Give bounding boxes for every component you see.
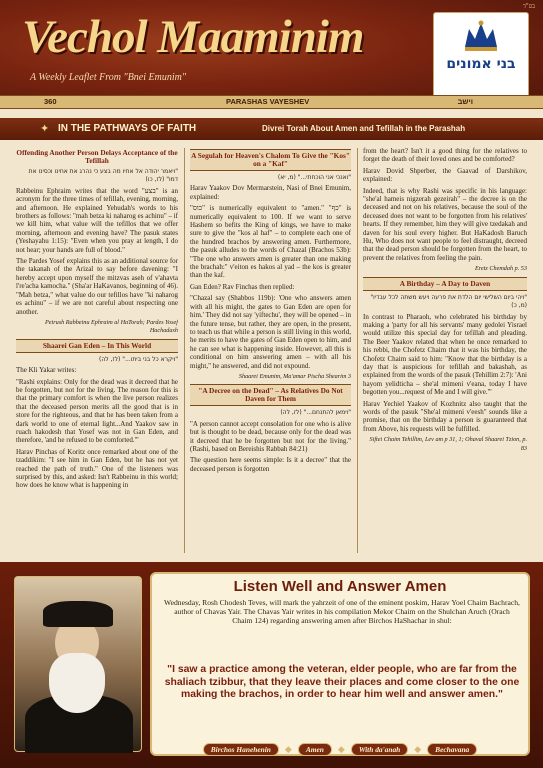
paragraph: Harav Pinchas of Koritz once remarked about one of the tzaddikim: "I see him in Gan Eden, but he has not yet reached the path of truth." One of the listeners was surprised by this, and asked: Isn't Rabbeinu in this world; how does he know what is happening in (16, 447, 178, 490)
portrait-hat (43, 601, 113, 627)
separator-dot-icon: ◆ (337, 744, 345, 754)
issue-bar (0, 95, 543, 109)
issue-number: 360 (44, 97, 57, 106)
footer-body: Wednesday, Rosh Chodesh Teves, will mark the yahrzeit of one of the eminent poskim, Harav Yoel Chaim Bachrach, author of Chavas Yair. The Chavas Yair writes in his compilation Mekor Chaim on the Shulchan Aruch (Orach Chaim 124) regarding answering amen after Birchos HaShachar in shul: (164, 598, 520, 625)
paragraph: The Kli Yakar writes: (16, 366, 77, 375)
hebrew-parasha-name: וישב (457, 97, 473, 106)
article-heading: A Birthday – A Day to Daven (363, 277, 527, 291)
topic-pill-amen: Amen (298, 743, 332, 756)
hebrew-verse: "ויאמר יהודה אל אחיו מה בצע כי נהרג את אחינו וכסינו את דמו" (לז, כו) (28, 168, 178, 184)
footer-quote: "I saw a practice among the veteran, elder people, who are far from the shaliach tzibbur, that they leave their places and come closer to the one making the brachos, in order to hear him well and answer amen." (164, 664, 520, 700)
article-heading: Offending Another Person Delays Acceptance of the Tefillah (16, 148, 178, 165)
paragraph: Harav Yechiel Yaakov of Kozhnitz also taught that the words of the pasuk "She'al mimeni v'eesh" sounds like a promise, that on the birthday a person is guaranteed that from Above, his requests will be fulfilled. (363, 399, 527, 433)
bsd-mark: בס"ד (523, 3, 535, 10)
footer-title: Listen Well and Answer Amen (233, 578, 447, 595)
paragraph: Indeed, that is why Rashi was specific in his language: "she'al hameis nigzerah gezeirah" – the decree is on the deceased and not on his relatives, because the soul of the deceased does not want to be forgotten from his relatives' hearts. If they remember, him they will give tzedakah and daven for his soul every higher. But HaKadosh Baruch Hu, Who does not want people to feel distraught, decreed that the dead person should be forgotten from the heart, to prevent the relatives from feeling the pain. (363, 186, 527, 262)
article-column-3 (363, 147, 527, 562)
star-ornament-icon: ✦ (40, 123, 50, 135)
article-heading: Shaarei Gan Eden – In This World (16, 339, 178, 353)
parasha-name: PARASHAS VAYESHEV (226, 97, 310, 106)
source-citation: Shaarei Emunim, Ma'amar Pischa Shearim 3 (238, 372, 351, 380)
section-title: IN THE PATHWAYS OF FAITH (58, 123, 197, 134)
footer-feature-box (150, 572, 530, 756)
article-heading: A Segulah for Heaven's Chalom To Give the "Kos" on a "Kaf" (190, 149, 351, 171)
paragraph: Harav Dovid Shperber, the Gaavad of Darshikov, explained: (363, 166, 527, 184)
paragraph: "A person cannot accept consolation for one who is alive but is thought to be dead, because only for the dead was it decreed that he be forgotten but not for the living." (Rashi, based on Bereishis Rabbah 84:21) (190, 419, 351, 453)
leaflet-title: Vechol Maaminim (22, 11, 364, 63)
paragraph: In contrast to Pharaoh, who celebrated his birthday by making a 'party for all his servants' many gedolei Yisrael would utilize this special day for tefillah and pleading. The Beer Yaakov related that when he once remarked to his rebbi, the Chofetz Chaim that it was his birthday, the Chofetz Chaim said to him: "Know that the birthday is a day that is auspicious for tefillah and bakashah, as explained from the words of the pasuk (Tehillim 2:7): 'Ani hayom yelidticha – she'al mimeni v'eana, today I have begotten you...request of Me and I will give.'" (363, 312, 527, 397)
hebrew-verse: "ויהי ביום השלישי יום הלדת את פרעה ויעש משתה לכל עבדיו" (מ, כ) (370, 293, 527, 310)
paragraph: "Chazal say (Shabbos 119b): 'One who answers amen with all his might, the gates to Gan Eden are open for him.' They did not say 'yiftechu', they will be opened – in the future tense, but rather, they are open, in the present, to teach us that while a person is still living in this world, he merits to have the gates of Gan Eden open to him, and he can see what is happening inside. However, all this is conditional on him answering amen – with all his might," he answered, and did not expound. (190, 294, 351, 370)
hebrew-verse: "וימאן להתנחם..." (לז, לה) (280, 409, 351, 417)
crown-crest-icon (461, 19, 501, 53)
source-citation: Eretz Chemdah p. 53 (474, 265, 527, 273)
paragraph: The Pardes Yosef explains this as an additional source for the takanah of the Arizal to say before davening: "I hereby accept upon myself the mitzvas aseh of v'ahavta l're'acha kamocha." (Sha'ar HaKavanos, beginning of 46). "Mah betza," what value do our tefillos have "ki naharog es achinu" – if we are not careful about respecting one another. (16, 257, 178, 316)
separator-dot-icon: ◆ (284, 744, 292, 754)
paragraph: from the heart? Isn't it a good thing for the relatives to forget the death of their loved ones and be comforted? (363, 147, 527, 164)
paragraph: Rabbeinu Ephraim writes that the word "בצע" is an acronym for the three times of tefillah, evening, morning, and afternoon. He explained Yehudah's words to his brothers as follows: "mah betza ki naharog es achinu" – if we kill him, what value will the tefillos that we offer morning, afternoon and evening have? The pasuk states (Yeshayahu 1:15): "Even when you pray at length, I do not hear; your hands are full of blood." (16, 186, 178, 254)
portrait-beard (49, 653, 105, 713)
masthead (0, 0, 543, 108)
topic-pill-with-daanah: With da'anah (351, 743, 408, 756)
separator-dot-icon: ◆ (414, 744, 422, 754)
hebrew-verse: "ואנכי אני הוכחתי..." (מ, יא) (277, 174, 351, 181)
paragraph: "Rashi explains: Only for the dead was it decreed that he be forgotten, but not for the living. The reason for this is that the primary comfort is when the live person realizes that the deceased person merits all the good that is in store for the righteous, and that he has been taken from a dark world to one of eternal light...And Yaakov saw in ruach hakodesh that Yosef was not in Gan Eden, and therefore, 'and he refused to be comforted.'" (16, 377, 178, 445)
article-column-2 (190, 147, 351, 562)
bnei-emunim-logo (433, 12, 529, 98)
source-citation: Siftei Chaim Tehillim, Lev am p 31, 1; Ohaval Shaarei Tzion, p. 83 (369, 436, 527, 452)
column-divider (184, 148, 185, 553)
rabbi-portrait (14, 576, 142, 752)
paragraph: Gan Eden? Rav Finchas then replied: (190, 282, 295, 291)
paragraph: The question here seems simple: Is it a decree" that the deceased person is forgotten (190, 456, 351, 473)
article-column-1 (16, 147, 178, 555)
leaflet-subtitle: A Weekly Leaflet From "Bnei Emunim" (30, 72, 187, 83)
topic-pill-birchos-hanehenin: Birchos Hanehenin (203, 743, 279, 756)
logo-text: בני אמונים (446, 56, 516, 72)
topic-pill-bechavana: Bechavana (427, 743, 477, 756)
column-divider (357, 148, 358, 553)
topic-strip (150, 741, 530, 758)
section-subtitle: Divrei Torah About Amen and Tefillah in the Parashah (262, 124, 466, 133)
paragraph: Harav Yaakov Dov Mermarstein, Nasi of Bnei Emunim, explained: (190, 184, 351, 201)
paragraph: "כוס" is numerically equivalent to "amen." "כף" is numerically equivalent to 100. If we want to serve Hashem so befits the King of kings, we have to make sure to give the "kos al haf" – to complete each one of the hundred brachos by answering amen. Furthermore, the pasuk alludes to the words of Chazal (Brachos 53b): "The one who answers amen is greater than one making the brachah:" v'eiton es hakos al yad – the kos is greater than the kaf. (190, 204, 351, 280)
section-bar (0, 118, 543, 140)
article-heading: "A Decree on the Dead" – As Relatives Do Not Daven for Them (190, 384, 351, 406)
hebrew-verse: "ויקרא כל בני ביתו..." (לז, לה) (99, 355, 178, 363)
source-citation: Peirush Rabbeinu Ephraim al HaTorah; Pardes Yosef Hachadash (44, 318, 178, 335)
